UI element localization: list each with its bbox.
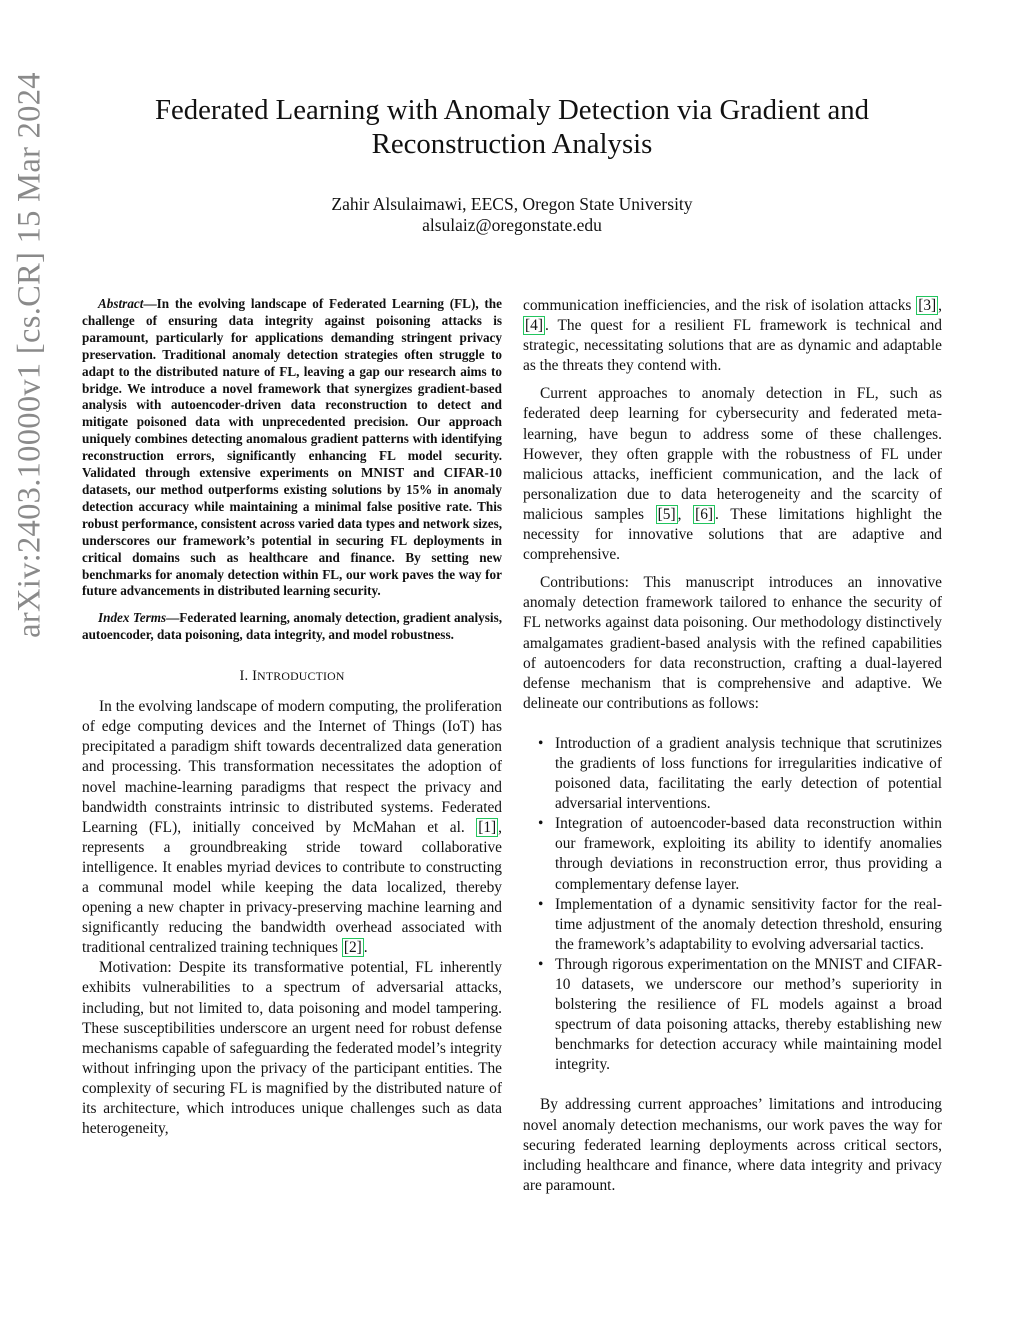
left-column (82, 296, 502, 1139)
bullet: • (538, 734, 544, 752)
author-email[interactable]: alsulaiz@oregonstate.edu (422, 215, 602, 235)
citation-5[interactable]: [5] (657, 505, 676, 523)
arxiv-stamp-text: arXiv:2403.10000v1 [cs.CR] 15 Mar 2024 (11, 72, 48, 638)
abstract-label: Abstract (98, 296, 144, 311)
citation-6[interactable]: [6] (695, 505, 714, 523)
intro-p1-text-b: , represents a groundbreaking stride toward collaborative intelligence. It enables myriad devices to contribute to constructing a communal model while keeping the data localized, thereby opening a new chapter in privacy-preserving machine learning and significantly reducing the bandwidth overhead associated with traditional centralized training techniques (82, 818, 502, 957)
list-item-text: Through rigorous experimentation on the MNIST and CIFAR-10 datasets, we underscore our method’s superiority in bolstering the resilience of FL models against a broad spectrum of data poisoning attacks, thereby establishing new benchmarks for detection accuracy while maintaining model integrity. (555, 955, 942, 1074)
abstract-text: —In the evolving landscape of Federated Learning (FL), the challenge of ensuring data integrity against poisoning attacks is paramount, particularly for applications demanding stringent privacy preservation. Traditional anomaly detection strategies often struggle to adapt to the distributed nature of FL, leaving a gap our research aims to bridge. We introduce a novel framework that synergizes gradient-based analysis with autoencoder-driven data reconstruction to detect and mitigate poisoned data with unprecedented precision. Our approach uniquely combines detecting anomalous gradient patterns with identifying reconstruction errors, significantly enhancing FL model security. Validated through extensive experiments on MNIST and CIFAR-10 datasets, our method outperforms existing solutions by 15% in anomaly detection accuracy while maintaining a minimal false positive rate. This robust performance, consistent across varied data types and network sizes, underscores our framework’s potential in securing FL deployments in critical domains such as healthcare and finance. By setting new benchmarks for anomaly detection within FL, our work paves the way for future advancements in distributed learning security. (82, 296, 502, 599)
index-terms (82, 610, 502, 644)
section-heading-introduction (82, 667, 502, 685)
right-p1-text-b: . The quest for a resilient FL framework is technical and strategic, necessitating solutions that are as dynamic and adaptable as the threats they contend with. (523, 317, 942, 375)
citation-4[interactable]: [4] (525, 317, 543, 335)
author-affiliation: Zahir Alsulaimawi, EECS, Oregon State University (331, 194, 693, 214)
list-item (538, 734, 942, 814)
bullet: • (538, 895, 544, 913)
intro-p1-text-c: . (363, 939, 368, 957)
list-item (538, 895, 942, 955)
paper-title (120, 93, 904, 161)
closing-paragraph: By addressing current approaches’ limitations and introducing novel anomaly detection mechanisms, our work paves the way for securing federated learning deployments across critical sectors, including healthcare and finance, where data integrity and privacy are paramount. (523, 1096, 942, 1194)
right-p1-text-a: communication inefficiencies, and the risk of isolation attacks (523, 297, 917, 314)
list-item (538, 955, 942, 1076)
bullet: • (538, 815, 544, 833)
right-column (523, 296, 942, 1196)
list-item-text: Integration of autoencoder-based data reconstruction within our framework, exploiting its ability to identify anomalies through deviations in reconstruction error, thus providing a complementary defense layer. (555, 815, 942, 893)
right-p2-text-m: , (677, 505, 694, 523)
citation-3[interactable]: [3] (918, 297, 937, 314)
list-item-text: Implementation of a dynamic sensitivity factor for the real-time adjustment of the anomaly detection threshold, ensuring the framework’s adaptability to evolving adversarial tactics. (555, 895, 942, 953)
intro-paragraph-2: Motivation: Despite its transformative potential, FL inherently exhibits vulnerabilities to a spectrum of adversarial attacks, including, but not limited to, data poisoning and model tampering. These susceptibilities underscore an urgent need for robust defense mechanisms capable of safeguarding the federated model’s integrity without infringing upon the privacy of the participant entities. The complexity of securing FL is magnified by the distributed nature of its architecture, which introduces unique challenges such as data heterogeneity, (82, 959, 502, 1138)
title-line-2: Reconstruction Analysis (371, 128, 653, 160)
intro-paragraph-1 (82, 697, 502, 958)
citation-2[interactable]: [2] (343, 939, 362, 957)
section-title-initial: I (252, 668, 258, 685)
right-p1-text-m: , (938, 297, 942, 314)
section-number: I. (239, 668, 249, 685)
bullet: • (538, 955, 544, 973)
right-p2-text-a: Current approaches to anomaly detection in FL, such as federated deep learning for cybersecurity and federated meta-learning, have begun to address some of these challenges. However, they often grapple with the robustness of FL under malicious attacks, inefficient communication, and the lack of personalization due to data heterogeneity and the scarcity of malicious samples (523, 385, 942, 523)
section-title-rest: NTRODUCTION (257, 669, 345, 684)
list-item-text: Introduction of a gradient analysis technique that scrutinizes the gradients of loss functions for irregularities indicative of poisoned data, facilitating the early detection of potential adversarial interventions. (555, 734, 942, 813)
contributions-paragraph: Contributions: This manuscript introduces an innovative anomaly detection framework tailored to enhance the security of FL networks against data poisoning. Our methodology distinctively amalgamates gradient-based analysis with the refined capabilities of autoencoders for data reconstruction, crafting a dual-layered defense mechanism that is comprehensive and adaptive. We delineate our contributions as follows: (523, 574, 942, 712)
right-paragraph-1 (523, 296, 942, 376)
list-item (538, 814, 942, 894)
right-p2-text-b: . These limitations highlight the necessity for innovative solutions that are adaptive and comprehensive. (523, 505, 943, 564)
right-paragraph-2 (523, 384, 942, 565)
intro-p1-text-a: In the evolving landscape of modern computing, the proliferation of edge computing devices and the Internet of Things (IoT) has precipitated a paradigm shift towards decentralized data generation and processing. This transformation necessitates the adoption of novel machine-learning paradigms that respect the privacy and bandwidth constraints intrinsic to distributed systems. Federated Learning (FL), initially conceived by McMahan et al. (82, 698, 502, 836)
index-terms-text: —Federated learning, anomaly detection, gradient analysis, autoencoder, data poisoning, data integrity, and model robustness. (82, 610, 503, 643)
title-line-1: Federated Learning with Anomaly Detection via Gradient and (154, 94, 870, 126)
contributions-list (523, 734, 942, 1076)
index-terms-label: Index Terms (98, 610, 167, 626)
abstract (82, 296, 502, 600)
citation-1[interactable]: [1] (478, 818, 497, 836)
